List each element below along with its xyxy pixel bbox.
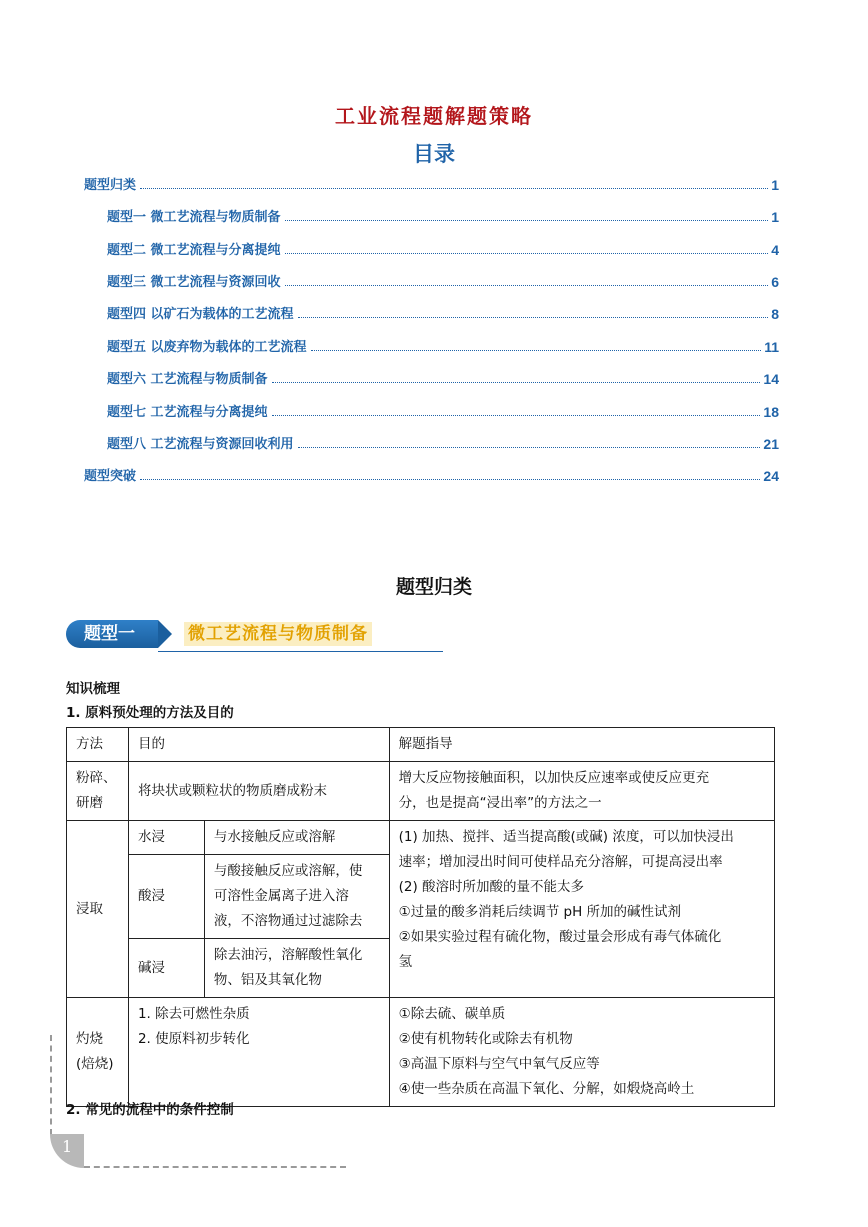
table-header-cell: 方法 [67, 728, 129, 762]
subheading-conditions: 2. 常见的流程中的条件控制 [66, 1102, 234, 1118]
method-cell [67, 998, 129, 1107]
cell-line: 速率；增加浸出时间可使样品充分溶解，可提高浸出率 [398, 854, 723, 870]
cell-line: ②使有机物转化或除去有机物 [398, 1031, 573, 1047]
toc-entry-page: 6 [771, 274, 779, 290]
document-title: 工业流程题解题策略 [335, 104, 533, 128]
toc-entry-page: 21 [763, 436, 779, 452]
toc-heading: 目录 [413, 142, 455, 166]
toc-leader-dots [272, 381, 761, 383]
toc-entry-label: 题型八 工艺流程与资源回收利用 [107, 437, 294, 452]
cell-line: 可溶性金属离子进入溶 [213, 888, 349, 904]
cell-line: 液，不溶物通过过滤除去 [213, 913, 363, 929]
table-header-row [67, 728, 775, 762]
table-header-cell: 解题指导 [389, 728, 774, 762]
submethod-cell: 碱浸 [128, 939, 204, 998]
toc-entry-page: 4 [771, 242, 779, 258]
cell-line: 与水接触反应或溶解 [213, 829, 336, 845]
toc-entry[interactable] [107, 337, 779, 355]
table-header-cell: 目的 [128, 728, 389, 762]
cell-line: 与酸接触反应或溶解，使 [213, 863, 363, 879]
knowledge-heading: 知识梳理 [66, 681, 120, 697]
toc-entry[interactable] [107, 240, 779, 258]
toc-entry[interactable] [84, 175, 779, 193]
method-cell [67, 762, 129, 821]
purpose-cell [204, 855, 389, 939]
table-row [67, 821, 775, 855]
pretreatment-table [66, 727, 775, 1107]
footer-dashed-vertical [50, 1035, 52, 1135]
toc-leader-dots [285, 219, 769, 221]
toc-leader-dots [140, 478, 760, 480]
cell-line: 灼烧 [76, 1031, 103, 1047]
toc-leader-dots [140, 187, 768, 189]
cell-line: 分，也是提高“浸出率”的方法之一 [398, 795, 602, 811]
toc-entry[interactable] [107, 304, 779, 322]
toc-entry-page: 11 [764, 339, 779, 355]
submethod-cell: 酸浸 [128, 855, 204, 939]
toc-leader-dots [298, 316, 769, 318]
cell-line: ①过量的酸多消耗后续调节 pH 所加的碱性试剂 [398, 904, 682, 920]
toc-entry-page: 14 [763, 371, 779, 387]
cell-line: 除去油污，溶解酸性氧化 [213, 947, 363, 963]
cell-line: (1) 加热、搅拌、适当提高酸(或碱) 浓度，可以加快浸出 [398, 829, 734, 845]
purpose-cell: 将块状或颗粒状的物质磨成粉末 [128, 762, 389, 821]
purpose-cell [128, 998, 389, 1107]
cell-line: 物、铝及其氧化物 [213, 972, 322, 988]
cell-line: 1. 除去可燃性杂质 [137, 1006, 250, 1022]
toc-entry-label: 题型四 以矿石为载体的工艺流程 [107, 307, 294, 322]
cell-line: (2) 酸溶时所加酸的量不能太多 [398, 879, 585, 895]
table-row [67, 998, 775, 1107]
toc-entry-label: 题型归类 [84, 178, 137, 193]
banner-label: 微工艺流程与物质制备 [184, 622, 372, 646]
toc-entry-label: 题型二 微工艺流程与分离提纯 [107, 243, 281, 258]
guide-cell [389, 762, 774, 821]
toc-entry-page: 24 [763, 468, 779, 484]
toc-entry-label: 题型突破 [84, 469, 137, 484]
guide-cell [389, 998, 774, 1107]
cell-line: 增大反应物接触面积，以加快反应速率或使反应更充 [398, 770, 710, 786]
toc-entry-page: 8 [771, 306, 779, 322]
toc-entry[interactable] [107, 207, 779, 225]
toc-entry[interactable] [84, 466, 779, 484]
purpose-cell [204, 821, 389, 855]
cell-line: 2. 使原料初步转化 [137, 1031, 250, 1047]
method-cell: 浸取 [67, 821, 129, 998]
cell-line: (焙烧) [76, 1056, 114, 1072]
toc-leader-dots [272, 414, 761, 416]
cell-line: 研磨 [76, 795, 103, 811]
toc-entry[interactable] [107, 369, 779, 387]
toc-entry-page: 1 [771, 177, 779, 193]
section-title: 题型归类 [395, 576, 472, 598]
subheading-pretreatment: 1. 原料预处理的方法及目的 [66, 705, 234, 721]
toc-leader-dots [311, 349, 762, 351]
toc-entry[interactable] [107, 434, 779, 452]
toc-entry-page: 18 [763, 404, 779, 420]
cell-line: ③高温下原料与空气中氧气反应等 [398, 1056, 600, 1072]
question-type-banner [66, 618, 446, 654]
toc-entry-label: 题型七 工艺流程与分离提纯 [107, 405, 268, 420]
purpose-cell [204, 939, 389, 998]
toc-entry-label: 题型六 工艺流程与物质制备 [107, 372, 268, 387]
toc-entry[interactable] [107, 402, 779, 420]
table-row [67, 762, 775, 821]
cell-line: ②如果实验过程有硫化物，酸过量会形成有毒气体硫化 [398, 929, 722, 945]
cell-line: 粉碎、 [76, 770, 117, 786]
banner-tag: 题型一 [66, 620, 158, 648]
toc-entry-page: 1 [771, 209, 779, 225]
submethod-cell: 水浸 [128, 821, 204, 855]
toc-entry[interactable] [107, 272, 779, 290]
banner-arrow-icon [158, 620, 172, 648]
toc-leader-dots [298, 446, 761, 448]
toc-leader-dots [285, 252, 769, 254]
banner-underline [158, 651, 443, 652]
toc-leader-dots [285, 284, 769, 286]
page-number: 1 [62, 1137, 73, 1156]
cell-line: ④使一些杂质在高温下氧化、分解，如煅烧高岭土 [398, 1081, 695, 1097]
toc-entry-label: 题型三 微工艺流程与资源回收 [107, 275, 281, 290]
toc-entry-label: 题型一 微工艺流程与物质制备 [107, 210, 281, 225]
cell-line: ①除去硫、碳单质 [398, 1006, 506, 1022]
footer-dashed-horizontal [84, 1166, 346, 1168]
cell-line: 氢 [398, 954, 413, 970]
toc-entry-label: 题型五 以废弃物为载体的工艺流程 [107, 340, 307, 355]
guide-cell [389, 821, 774, 998]
